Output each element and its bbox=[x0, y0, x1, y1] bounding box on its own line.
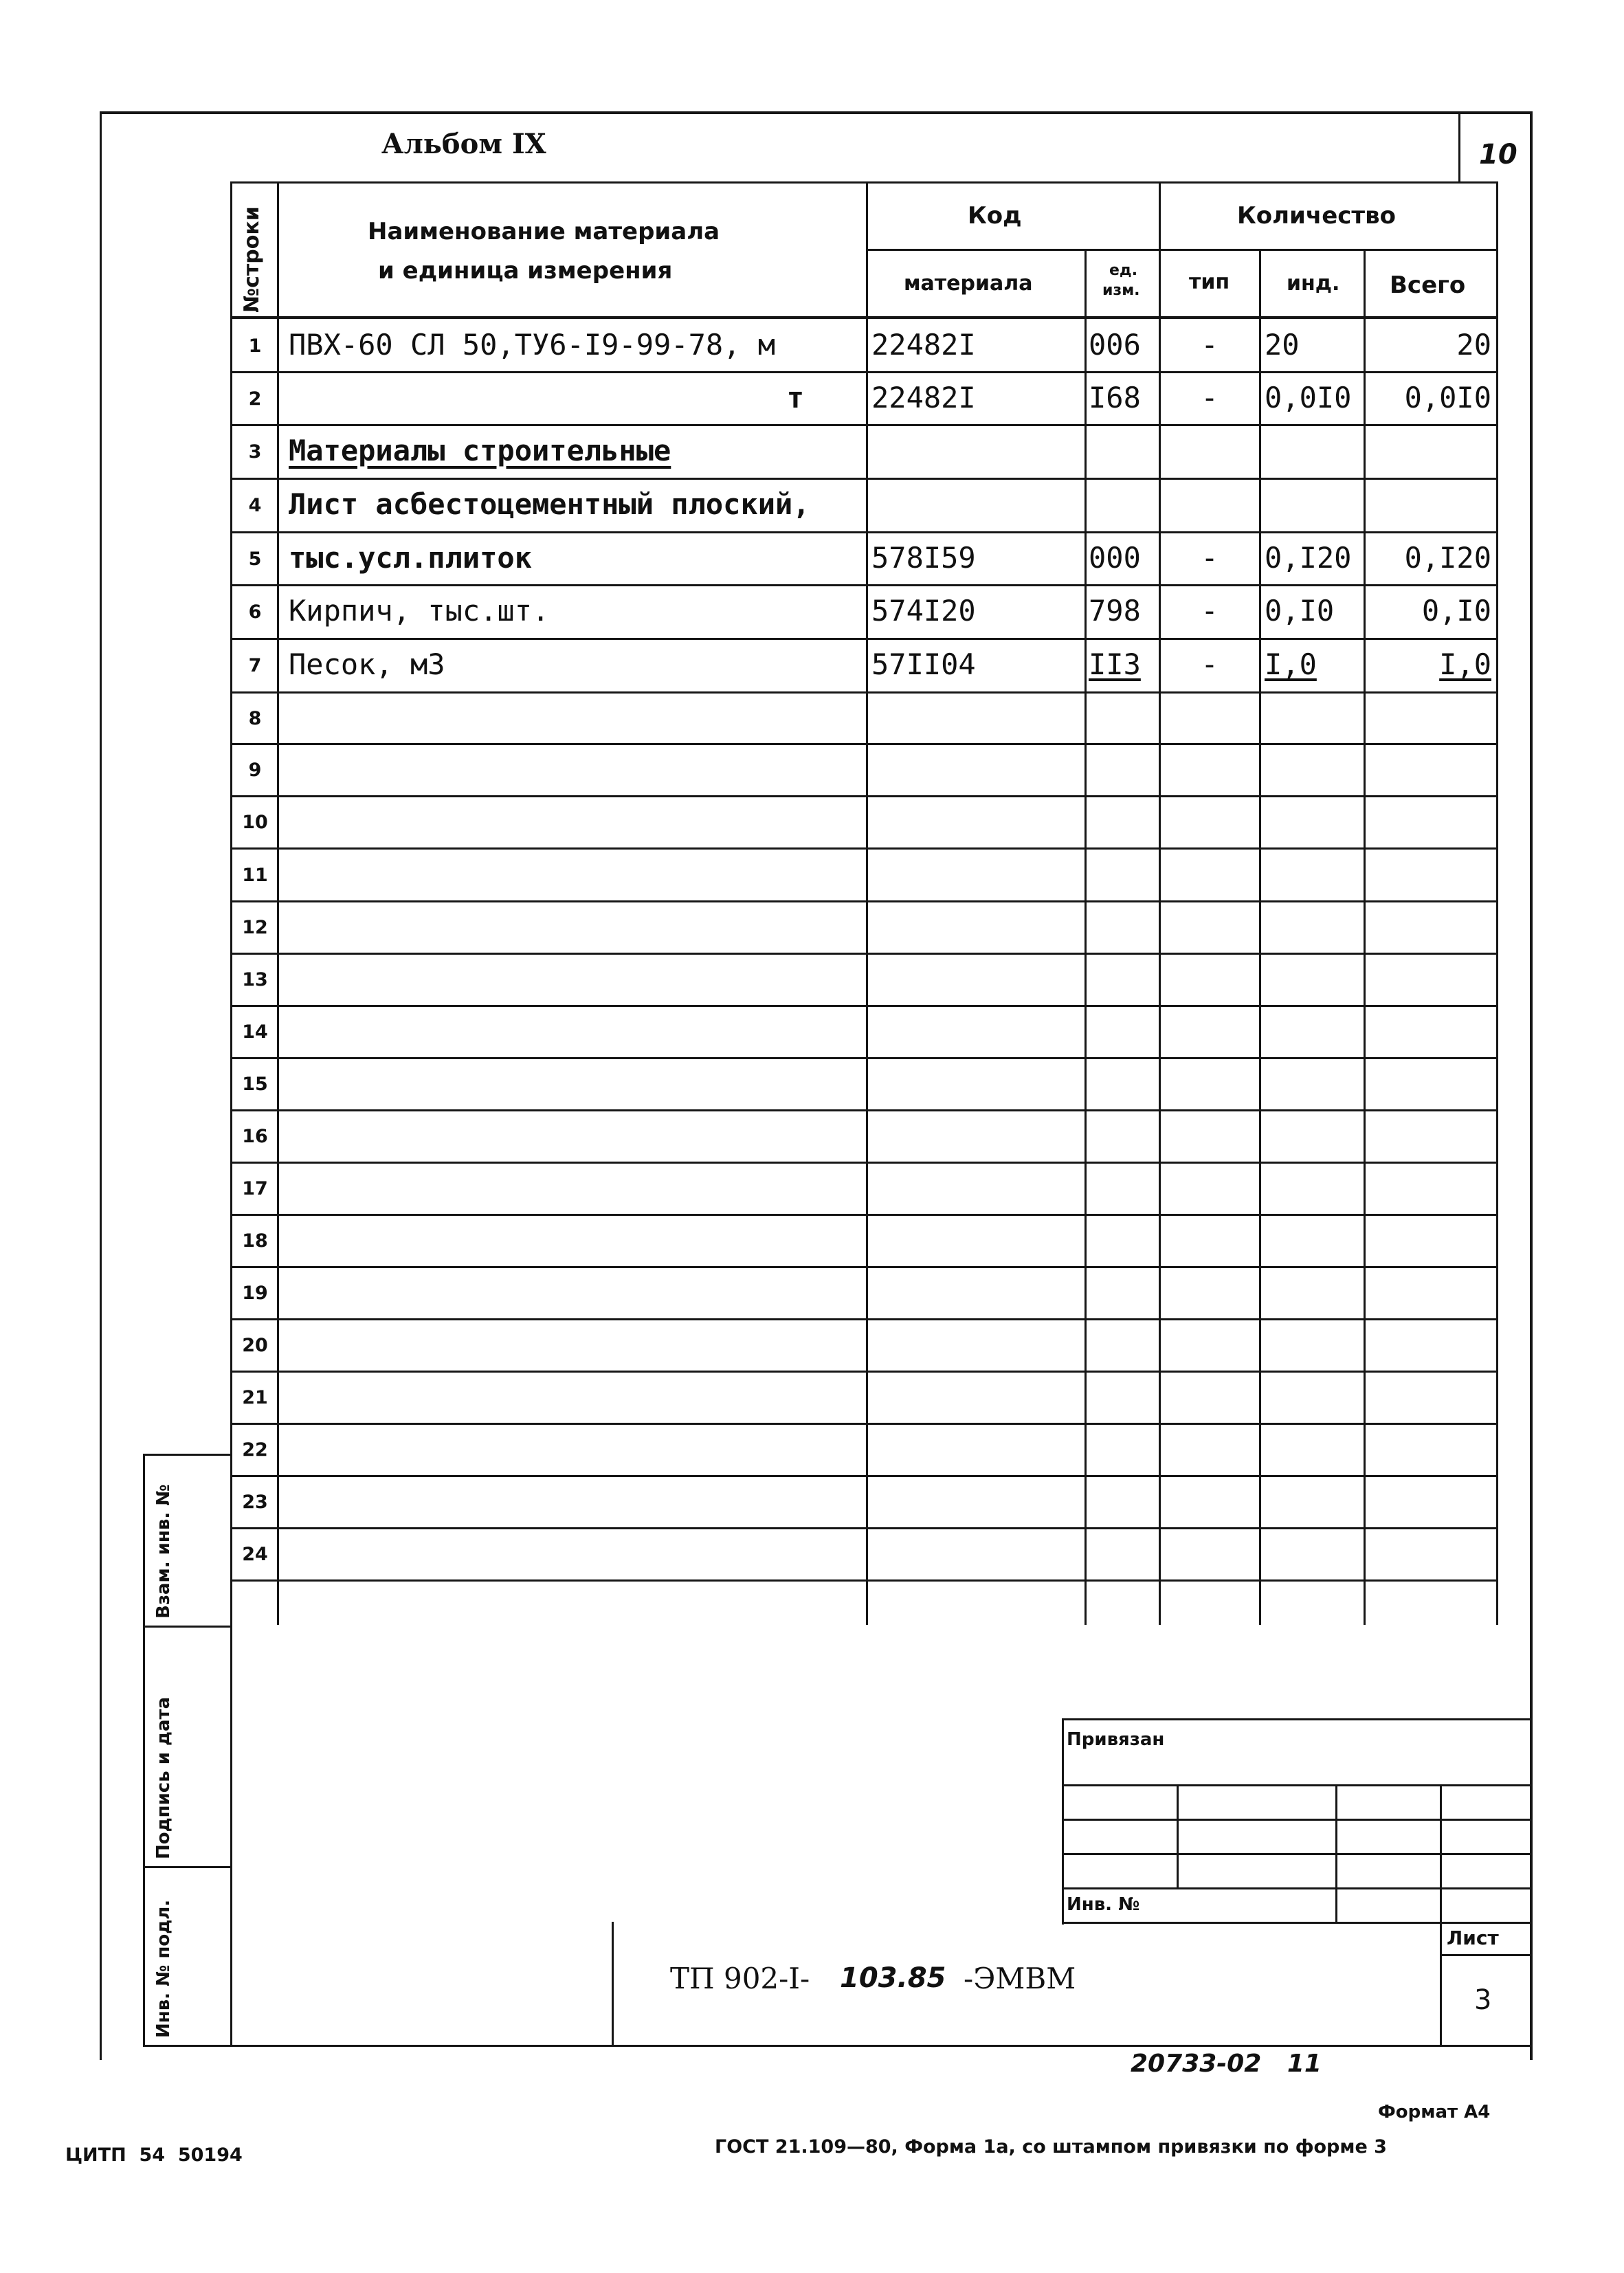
footer-printer: ЦИТП 54 50194 bbox=[65, 2144, 243, 2166]
row-number: 9 bbox=[248, 759, 262, 781]
cell-qty-total: I,0 bbox=[1439, 647, 1491, 681]
sheet-label-line bbox=[1440, 1954, 1533, 1956]
row-number: 17 bbox=[242, 1178, 268, 1199]
frame-bottom-inner bbox=[230, 2045, 1533, 2047]
table-row bbox=[0, 531, 1624, 584]
cell-name: ПВХ-60 СЛ 50,ТУ6-I9-99-78, м bbox=[289, 328, 776, 362]
row-number: 10 bbox=[242, 812, 268, 833]
row-number: 11 bbox=[242, 865, 268, 886]
cell-qty-ind: 0,I0 bbox=[1265, 594, 1335, 628]
cell-name: тыс.усл.плиток bbox=[289, 541, 533, 575]
cell-qty-total: 0,I20 bbox=[1404, 541, 1491, 575]
designation-left bbox=[612, 1922, 614, 2047]
table-row bbox=[0, 1423, 1624, 1475]
designation-handwritten: 103.85 bbox=[840, 1962, 946, 1994]
cell-name: т bbox=[786, 381, 804, 414]
row-number: 18 bbox=[242, 1230, 268, 1252]
cell-unit-code: 006 bbox=[1089, 328, 1141, 362]
stamp-top bbox=[1062, 1718, 1533, 1720]
row-number: 22 bbox=[242, 1439, 268, 1461]
cell-material-code: 574I20 bbox=[871, 594, 976, 628]
cell-qty-type: - bbox=[1201, 541, 1219, 575]
stamp-privyazan: Привязан bbox=[1067, 1729, 1165, 1750]
table-row bbox=[0, 1214, 1624, 1266]
designation-suffix: -ЭМВМ bbox=[964, 1962, 1076, 1995]
row-number: 8 bbox=[248, 708, 262, 729]
table-row bbox=[0, 638, 1624, 691]
stamp-row-2 bbox=[1062, 1819, 1533, 1821]
cell-material-code: 22482I bbox=[871, 328, 976, 362]
cell-unit-code: I68 bbox=[1089, 381, 1141, 414]
table-row bbox=[0, 1057, 1624, 1109]
row-number: 21 bbox=[242, 1387, 268, 1408]
table-row bbox=[0, 1318, 1624, 1371]
stamp-left bbox=[1062, 1718, 1064, 1925]
footer-gost: ГОСТ 21.109—80, Форма 1а, со штампом привязки по форме 3 bbox=[715, 2136, 1387, 2158]
cell-qty-type: - bbox=[1201, 381, 1219, 414]
table-row bbox=[0, 1109, 1624, 1162]
cell-name: Лист асбестоцементный плоский, bbox=[289, 487, 810, 521]
row-number: 6 bbox=[248, 601, 262, 623]
header-qty-ind: инд. bbox=[1287, 271, 1340, 296]
header-code-unit-2: изм. bbox=[1102, 282, 1140, 299]
cell-name: Песок, м3 bbox=[289, 647, 445, 681]
stamp-row-1 bbox=[1062, 1784, 1533, 1786]
row-number: 23 bbox=[242, 1492, 268, 1513]
side-stamp-left bbox=[143, 1454, 145, 2045]
table-row bbox=[0, 1005, 1624, 1057]
row-number: 19 bbox=[242, 1283, 268, 1304]
table-row bbox=[0, 371, 1624, 424]
header-qty-type: тип bbox=[1189, 270, 1230, 294]
table-row bbox=[0, 795, 1624, 847]
header-row-number: №строки bbox=[240, 206, 264, 313]
stamp-col-2 bbox=[1335, 1784, 1337, 1922]
header-qty-total: Всего bbox=[1390, 271, 1466, 299]
sheet-label: Лист bbox=[1447, 1927, 1499, 1949]
row-number: 16 bbox=[242, 1126, 268, 1147]
header-name-line1: Наименование материала bbox=[368, 218, 720, 245]
stamp-col-3 bbox=[1440, 1784, 1442, 2045]
table-row bbox=[0, 424, 1624, 478]
table-row bbox=[0, 847, 1624, 900]
row-line bbox=[230, 1579, 1498, 1582]
stamp-inv-no: Инв. № bbox=[1067, 1894, 1140, 1915]
side-inv-podl: Инв. № подл. bbox=[153, 1899, 174, 2038]
header-name-line2: и единица измерения bbox=[378, 257, 673, 285]
cell-unit-code: 798 bbox=[1089, 594, 1141, 628]
cell-qty-ind: 0,I20 bbox=[1265, 541, 1352, 575]
cell-qty-type: - bbox=[1201, 647, 1219, 681]
table-row bbox=[0, 584, 1624, 638]
table-row bbox=[0, 1527, 1624, 1579]
page-mark: 10 bbox=[1479, 139, 1517, 170]
table-row bbox=[0, 900, 1624, 953]
designation-prefix: ТП 902-I- bbox=[670, 1962, 810, 1995]
row-number: 24 bbox=[242, 1544, 268, 1565]
footer-format: Формат А4 bbox=[1378, 2102, 1491, 2122]
table-row bbox=[0, 318, 1624, 371]
row-number: 20 bbox=[242, 1335, 268, 1356]
table-row bbox=[0, 691, 1624, 743]
table-row bbox=[0, 743, 1624, 795]
side-stamp-sep-1 bbox=[143, 1626, 232, 1628]
row-number: 3 bbox=[248, 441, 262, 463]
table-row bbox=[0, 1266, 1624, 1318]
stamp-col-1 bbox=[1177, 1784, 1179, 1887]
cell-material-code: 578I59 bbox=[871, 541, 976, 575]
sheet-number: 3 bbox=[1474, 1984, 1492, 2016]
header-code-material: материала bbox=[904, 271, 1033, 296]
side-stamp-bottom bbox=[143, 2045, 232, 2047]
table-row bbox=[0, 1475, 1624, 1527]
frame-top bbox=[100, 111, 1533, 114]
cell-qty-total: 0,0I0 bbox=[1404, 381, 1491, 414]
table-row bbox=[0, 478, 1624, 531]
header-mid-line bbox=[866, 249, 1498, 251]
row-number: 4 bbox=[248, 495, 262, 516]
stamp-row-4 bbox=[1062, 1887, 1533, 1889]
archive-number: 20733-02 11 bbox=[1131, 2050, 1322, 2078]
side-stamp-top bbox=[143, 1454, 232, 1456]
row-number: 5 bbox=[248, 548, 262, 570]
header-qty-group: Количество bbox=[1237, 202, 1397, 230]
cell-qty-total: 20 bbox=[1456, 328, 1491, 362]
cell-name: Материалы строительные bbox=[289, 434, 671, 467]
cell-qty-ind: 20 bbox=[1265, 328, 1300, 362]
cell-unit-code: 000 bbox=[1089, 541, 1141, 575]
table-row bbox=[0, 1371, 1624, 1423]
cell-qty-ind: 0,0I0 bbox=[1265, 381, 1352, 414]
header-top-line bbox=[230, 181, 1498, 184]
stamp-row-3 bbox=[1062, 1853, 1533, 1855]
table-row bbox=[0, 1162, 1624, 1214]
row-number: 14 bbox=[242, 1021, 268, 1043]
row-number: 15 bbox=[242, 1074, 268, 1095]
cell-qty-total: 0,I0 bbox=[1421, 594, 1491, 628]
row-number: 7 bbox=[248, 655, 262, 676]
row-number: 2 bbox=[248, 388, 262, 410]
side-stamp-sep-2 bbox=[143, 1866, 232, 1868]
cell-material-code: 22482I bbox=[871, 381, 976, 414]
row-number: 12 bbox=[242, 917, 268, 938]
cell-qty-type: - bbox=[1201, 594, 1219, 628]
table-row bbox=[0, 953, 1624, 1005]
header-code-unit-1: ед. bbox=[1109, 262, 1138, 279]
row-number: 1 bbox=[248, 335, 262, 357]
cell-unit-code: II3 bbox=[1089, 647, 1141, 681]
cell-material-code: 57II04 bbox=[871, 647, 976, 681]
album-title: Альбом IX bbox=[381, 128, 546, 160]
page-mark-box-left bbox=[1458, 111, 1460, 183]
cell-qty-type: - bbox=[1201, 328, 1219, 362]
cell-name: Кирпич, тыс.шт. bbox=[289, 594, 550, 628]
row-number: 13 bbox=[242, 969, 268, 990]
side-podpis-data: Подпись и дата bbox=[153, 1696, 174, 1859]
side-vzam-inv: Взам. инв. № bbox=[153, 1484, 174, 1619]
cell-qty-ind: I,0 bbox=[1265, 647, 1317, 681]
stamp-row-5 bbox=[1062, 1922, 1533, 1924]
header-code-group: Код bbox=[968, 202, 1022, 230]
